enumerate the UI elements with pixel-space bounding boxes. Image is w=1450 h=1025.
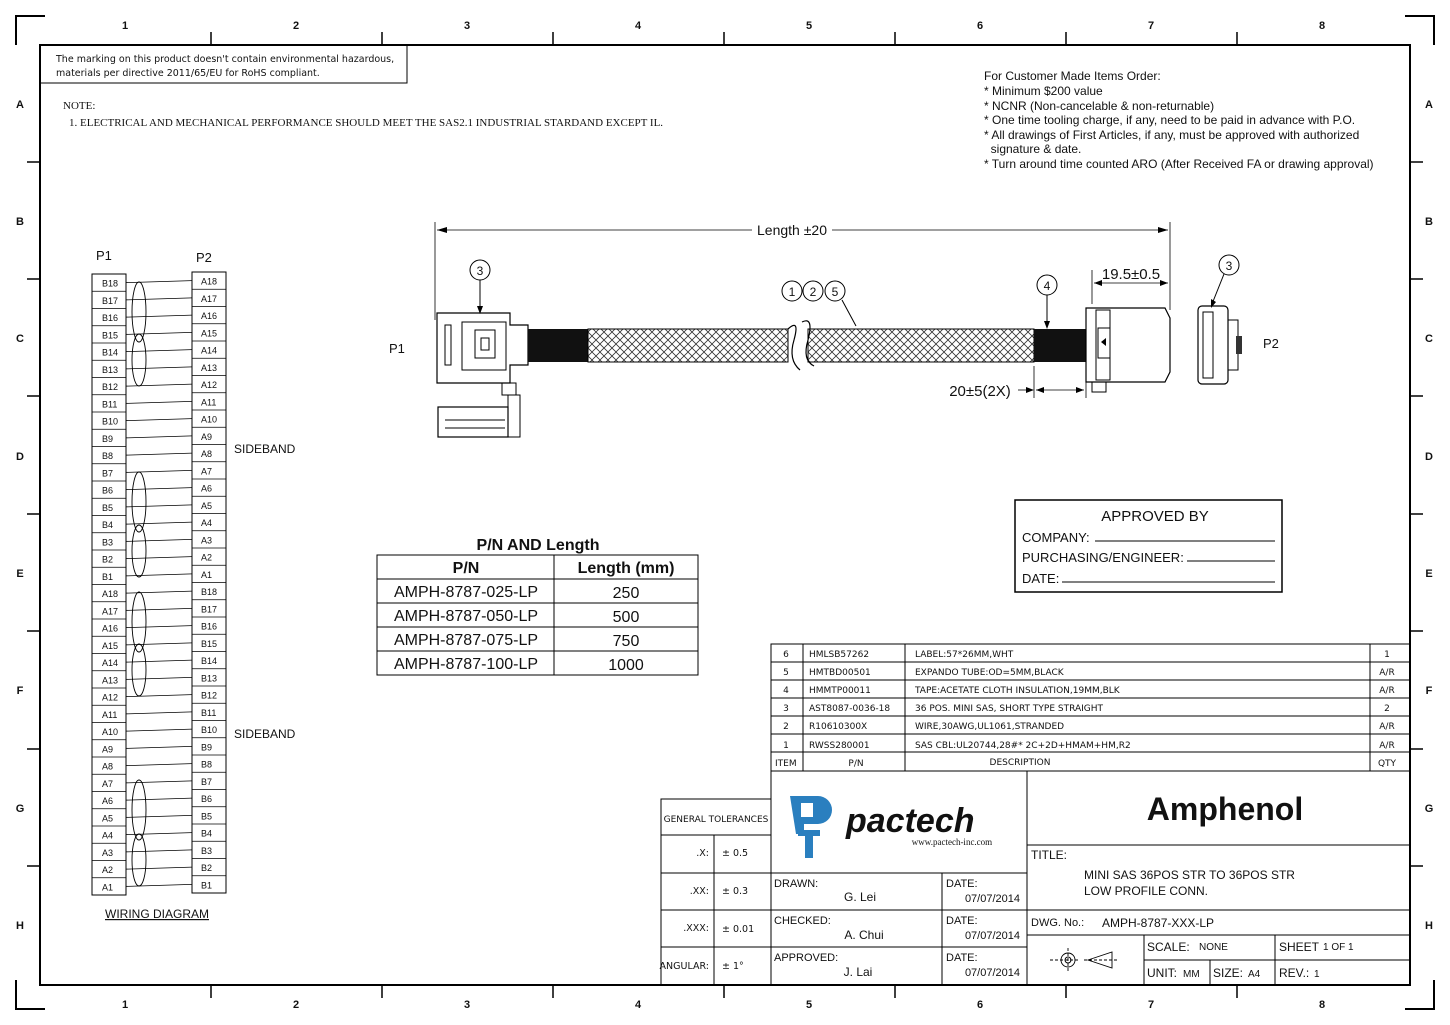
custom-order-notes [984,69,1374,171]
col-label: 5 [805,20,813,32]
approved-by-box [1015,500,1282,592]
p1-pin-label: B18 [102,278,119,289]
bom-item: 5 [783,668,789,678]
pn-cell: AMPH-8787-050-LP [393,608,539,625]
p2-pin-label: B14 [201,656,218,666]
custom-order-item: * NCNR (Non-cancelable & non-returnable) [984,99,1215,113]
p1-pin-label: A12 [102,692,119,703]
general-tolerances [660,799,771,985]
p1-pin-label: A9 [102,744,114,755]
col-label: 1 [121,999,129,1011]
length-cell: 1000 [608,657,644,674]
p1-pins [92,279,126,893]
bom-desc: LABEL:57*26MM,WHT [915,650,1014,660]
p2-pin-label: B8 [201,759,213,770]
length-header: Length (mm) [577,560,675,577]
signature-block [771,771,1027,985]
svg-text:± 0.3: ± 0.3 [722,886,749,897]
sideband-label: SIDEBAND [234,442,296,456]
company-name: Amphenol [1146,791,1304,827]
col-label: 7 [1147,20,1155,32]
p1-pin-label: B6 [102,485,114,496]
p2-pin-label: A7 [201,466,213,477]
p2-pin-label: B17 [201,604,218,615]
wire [126,764,192,766]
rohs-line-2: materials per directive 2011/65/EU for RoHS compliant. [56,68,320,79]
col-label: 4 [634,999,642,1011]
p2-pin-label: A2 [201,552,213,563]
col-label: 1 [121,20,129,32]
bom-qty: A/R [1379,686,1395,696]
p1-pin-label: B4 [102,520,114,530]
wire [126,298,192,300]
row-label: F [1425,685,1433,697]
p2-pin-label: B15 [201,638,218,649]
col-label: 2 [292,999,300,1011]
svg-text:REV.:: REV.: [1279,966,1310,980]
wire [126,384,192,386]
wire [126,660,192,662]
row-label: B [16,216,24,228]
svg-text:SHEET: SHEET [1279,940,1320,954]
p1-pin-label: A18 [102,589,119,599]
col-label: 5 [805,999,813,1011]
wire [126,643,192,645]
twisted-pair-marks [132,282,146,886]
p2-pins [192,277,226,891]
svg-text:J. Lai: J. Lai [843,965,873,979]
wire [126,401,192,403]
dwg-label: DWG. No.: [1031,917,1085,929]
p2-pin-label: A6 [201,483,213,494]
p1-pin-label: B15 [102,330,119,341]
wire [126,591,192,593]
bom-desc: TAPE:ACETATE CLOTH INSULATION,19MM,BLK [915,686,1120,696]
p2-pin-label: B10 [201,725,218,735]
note-label: NOTE: [63,100,96,112]
p1-pin-label: B2 [102,554,114,565]
p1-pin-label: A3 [102,847,114,858]
svg-text:MM: MM [1183,969,1200,980]
bom-qty: 2 [1384,704,1390,714]
row-label: E [16,568,24,580]
row-label: A [16,99,24,111]
p1-pin-label: A7 [102,778,114,789]
bom-pn: RWSS280001 [809,741,870,751]
wire [126,850,192,852]
p1-pin-label: A13 [102,675,119,686]
row-label: H [16,920,24,932]
wire [126,281,192,283]
bom-desc: 36 POS. MINI SAS, SHORT TYPE STRAIGHT [915,704,1104,714]
braided-sleeve-right [808,329,1034,362]
p1-pin-label: B11 [102,399,118,410]
custom-order-item: signature & date. [984,142,1082,156]
p2-pin-label: B18 [201,587,218,597]
p2-pin-label: B11 [201,707,217,718]
row-label: D [16,451,24,463]
wire [126,867,192,869]
svg-text:APPROVED:: APPROVED: [774,952,839,964]
custom-order-item: * Minimum $200 value [984,84,1103,98]
wire [126,746,192,748]
p1-pin-label: A17 [102,606,119,617]
p1-pin-label: A11 [102,709,118,720]
svg-text:SIZE:: SIZE: [1213,966,1244,980]
wire [126,626,192,628]
p2-pin-label: A8 [201,449,213,459]
pn-cell: AMPH-8787-075-LP [393,632,539,649]
p2-pin-label: A13 [201,362,218,373]
svg-text:.XX:: .XX: [689,886,709,897]
tape-wrap-left [528,329,588,362]
wire [126,833,192,835]
row-label: D [1425,451,1433,463]
svg-text:ANGULAR:: ANGULAR: [659,961,709,972]
title-block [1027,771,1410,985]
svg-text:DATE:: DATE: [946,878,978,890]
p2-pin-label: B16 [201,621,218,632]
p1-pin-label: A6 [102,796,114,806]
svg-text:07/07/2014: 07/07/2014 [964,967,1020,979]
bom-item: 2 [783,722,789,732]
p2-pin-label: B2 [201,863,213,873]
pn-cell: AMPH-8787-100-LP [393,656,539,673]
bom-table [771,644,1410,771]
p1-pin-label: A5 [102,813,114,824]
p2-pin-label: A3 [201,535,213,546]
p2-pin-label: A16 [201,311,218,321]
p2-pin-label: A11 [201,397,217,408]
custom-order-item: * Turn around time counted ARO (After Received FA or drawing approval) [984,157,1374,171]
row-label: B [1425,216,1433,228]
length-cell: 750 [612,633,640,650]
bom-header-desc: DESCRIPTION [989,758,1051,768]
p1-pin-label: A1 [102,882,114,893]
wire [126,884,192,886]
p2-pin-label: B3 [201,845,213,856]
p1-pin-label: B13 [102,364,119,375]
tape-wrap-right [1034,329,1086,362]
wire [126,315,192,317]
title-label: TITLE: [1031,848,1068,862]
wire [126,815,192,817]
bom-header-pn: P/N [848,759,864,769]
wire [126,695,192,697]
balloon-label: 4 [1043,279,1051,293]
sideband-label: SIDEBAND [234,727,296,741]
approved-purchasing: PURCHASING/ENGINEER: [1022,550,1184,565]
p1-pin-label: B12 [102,382,119,392]
p2-pin-label: A14 [201,345,218,356]
dwg-number: AMPH-8787-XXX-LP [1102,916,1215,930]
p2-pin-label: B1 [201,880,213,891]
wire [126,522,192,524]
bom-qty: A/R [1379,722,1395,732]
bom-desc: SAS CBL:UL20744,28#* 2C+2D+HMAM+HM,R2 [915,741,1131,751]
p2-connector-body [1086,308,1170,382]
p1-pin-label: A8 [102,761,114,772]
p1-pin-label: B1 [102,571,114,582]
bom-item: 6 [783,650,789,660]
p1-pin-label: B17 [102,295,119,306]
svg-text:CHECKED:: CHECKED: [774,915,831,927]
svg-text:07/07/2014: 07/07/2014 [964,893,1020,905]
bom-qty: A/R [1379,668,1395,678]
svg-text:07/07/2014: 07/07/2014 [964,930,1020,942]
svg-text:UNIT:: UNIT: [1147,966,1177,980]
title-line-2: LOW PROFILE CONN. [1084,884,1209,898]
svg-text:.X:: .X: [696,848,709,859]
rohs-line-1: The marking on this product doesn't contain environmental hazardous, [56,54,395,65]
p1-pin-label: B5 [102,502,114,513]
bom-qty: A/R [1379,741,1395,751]
svg-text:G. Lei: G. Lei [843,890,877,904]
wiring-caption: WIRING DIAGRAM [105,907,209,921]
bom-desc: WIRE,30AWG,UL1061,STRANDED [915,722,1065,732]
balloon-label: 1 [788,285,796,299]
approved-date: DATE: [1022,571,1060,586]
bom-pn: HMMTP00011 [809,686,871,696]
wiring-p1-label: P1 [96,248,112,263]
wire [126,332,192,334]
p2-pin-label: B9 [201,742,213,753]
p2-pin-label: B5 [201,811,213,822]
p1-pin-label: A4 [102,830,114,841]
svg-text:DRAWN:: DRAWN: [774,878,819,890]
wire [126,350,192,352]
row-label: G [1424,803,1434,815]
col-label: 3 [463,999,471,1011]
col-label: 2 [292,20,300,32]
pull-tab [438,407,508,437]
wire [126,539,192,541]
balloon-label: 3 [1225,259,1233,273]
approved-company: COMPANY: [1022,530,1090,545]
p1-pin-label: A10 [102,727,119,737]
row-label: C [1425,333,1433,345]
braided-sleeve-left [588,329,788,362]
wire [126,608,192,610]
bom-pn: HMTBD00501 [809,668,871,678]
p2-pin-label: B4 [201,828,213,839]
wire [126,488,192,490]
bom-item: 1 [783,741,789,751]
p2-pin-label: A4 [201,518,213,528]
svg-text:1: 1 [1314,969,1320,980]
p2-pin-label: B13 [201,673,218,684]
p1-pin-label: B8 [102,451,114,461]
p1-pin-label: A15 [102,640,119,651]
wiring-p2-label: P2 [196,250,212,265]
p2-pin-label: A17 [201,293,218,304]
bom-pn: AST8087-0036-18 [809,704,891,714]
p2-pin-label: A18 [201,276,218,287]
wire [126,712,192,714]
row-label: C [16,333,24,345]
wire [126,677,192,679]
p2-pin-label: B7 [201,776,213,787]
approved-title: APPROVED BY [1101,508,1209,525]
wiring-diagram [92,248,296,921]
custom-order-item: * All drawings of First Articles, if any, must be approved with authorized [984,128,1360,142]
custom-order-title: For Customer Made Items Order: [984,69,1161,83]
col-label: 6 [976,999,984,1011]
bom-item: 3 [783,704,789,714]
p1-pin-label: B10 [102,416,119,427]
wire [126,798,192,800]
projection-symbol-icon [1050,948,1118,972]
svg-text:DATE:: DATE: [946,952,978,964]
wire [126,367,192,369]
svg-text:1 OF 1: 1 OF 1 [1323,942,1354,953]
cable-assembly-drawing [389,222,1279,437]
p1-pin-label: A14 [102,658,119,668]
wire [126,436,192,438]
col-label: 4 [634,20,642,32]
row-label: F [16,685,24,697]
p2-pin-label: A10 [201,414,218,425]
svg-text:± 0.01: ± 0.01 [722,924,755,935]
p2-pin-label: A12 [201,380,218,390]
p1-pin-label: B16 [102,313,119,323]
p1-pin-label: A2 [102,865,114,875]
custom-order-item: * One time tooling charge, if any, need to be paid in advance with P.O. [984,113,1356,127]
bom-pn: HMLSB57262 [809,650,870,660]
bom-header-qty: QTY [1377,759,1397,769]
p2-pin-label: A5 [201,500,213,511]
p2-pin-label: A9 [201,431,213,442]
bom-pn: R10610300X [809,722,868,732]
p1-pin-label: A16 [102,623,119,634]
row-label: E [1425,568,1433,580]
col-label: 7 [1147,999,1155,1011]
cable-p2-label: P2 [1263,336,1279,351]
svg-text:DATE:: DATE: [946,915,978,927]
end-dimension: 19.5±0.5 [1101,266,1161,283]
bom-desc: EXPANDO TUBE:OD=5MM,BLACK [915,668,1064,678]
svg-text:A4: A4 [1248,969,1261,980]
wire [126,453,192,455]
svg-text:.XXX:: .XXX: [683,923,709,934]
svg-text:NONE: NONE [1199,942,1228,953]
wire-lines [126,281,192,887]
svg-text:SCALE:: SCALE: [1147,940,1190,954]
p1-pin-label: B3 [102,537,114,548]
length-dimension: Length ±20 [757,222,827,238]
svg-text:± 0.5: ± 0.5 [722,848,749,859]
col-label: 8 [1318,20,1326,32]
svg-text:± 1°: ± 1° [722,961,744,972]
balloon-label: 3 [476,264,484,278]
wire [126,505,192,507]
p1-pin-label: B7 [102,468,114,479]
col-label: 3 [463,20,471,32]
p2-pin-label: B12 [201,690,218,701]
length-cell: 500 [612,609,640,626]
svg-text:A. Chui: A. Chui [844,928,884,942]
wire [126,557,192,559]
title-line-1: MINI SAS 36POS STR TO 36POS STR [1084,868,1295,882]
p1-pin-label: B9 [102,433,114,444]
pactech-logo-icon [790,796,975,858]
note-item-1: 1. ELECTRICAL AND MECHANICAL PERFORMANCE SHOULD MEET THE SAS2.1 INDUSTRIAL STARDAND EXCEPT IL. [69,117,664,129]
pn-length-table [377,537,698,675]
col-label: 8 [1318,999,1326,1011]
bom-item: 4 [783,686,789,696]
row-label: A [1425,99,1433,111]
balloon-label: 2 [809,285,817,299]
p2-pin-label: A15 [201,328,218,339]
row-label: H [1425,920,1433,932]
row-label: G [15,803,25,815]
tolerance-title: GENERAL TOLERANCES [663,815,769,825]
bom-header-item: ITEM [775,759,797,769]
logo-url: www.pactech-inc.com [911,837,993,847]
pn-header: P/N [452,560,480,577]
wire [126,729,192,731]
tube-dimension: 20±5(2X) [949,383,1011,400]
bom-qty: 1 [1384,650,1390,660]
wire [126,419,192,421]
wire [126,470,192,472]
p2-pin-label: B6 [201,794,213,804]
length-cell: 250 [612,585,640,602]
p1-pin-label: B14 [102,347,119,358]
balloon-label: 5 [831,285,839,299]
pn-cell: AMPH-8787-025-LP [393,584,539,601]
p2-pin-label: A1 [201,569,213,580]
pn-table-title: P/N AND Length [476,537,600,554]
cable-p1-label: P1 [389,341,405,356]
svg-text:pactech: pactech [846,802,975,840]
col-label: 6 [976,20,984,32]
